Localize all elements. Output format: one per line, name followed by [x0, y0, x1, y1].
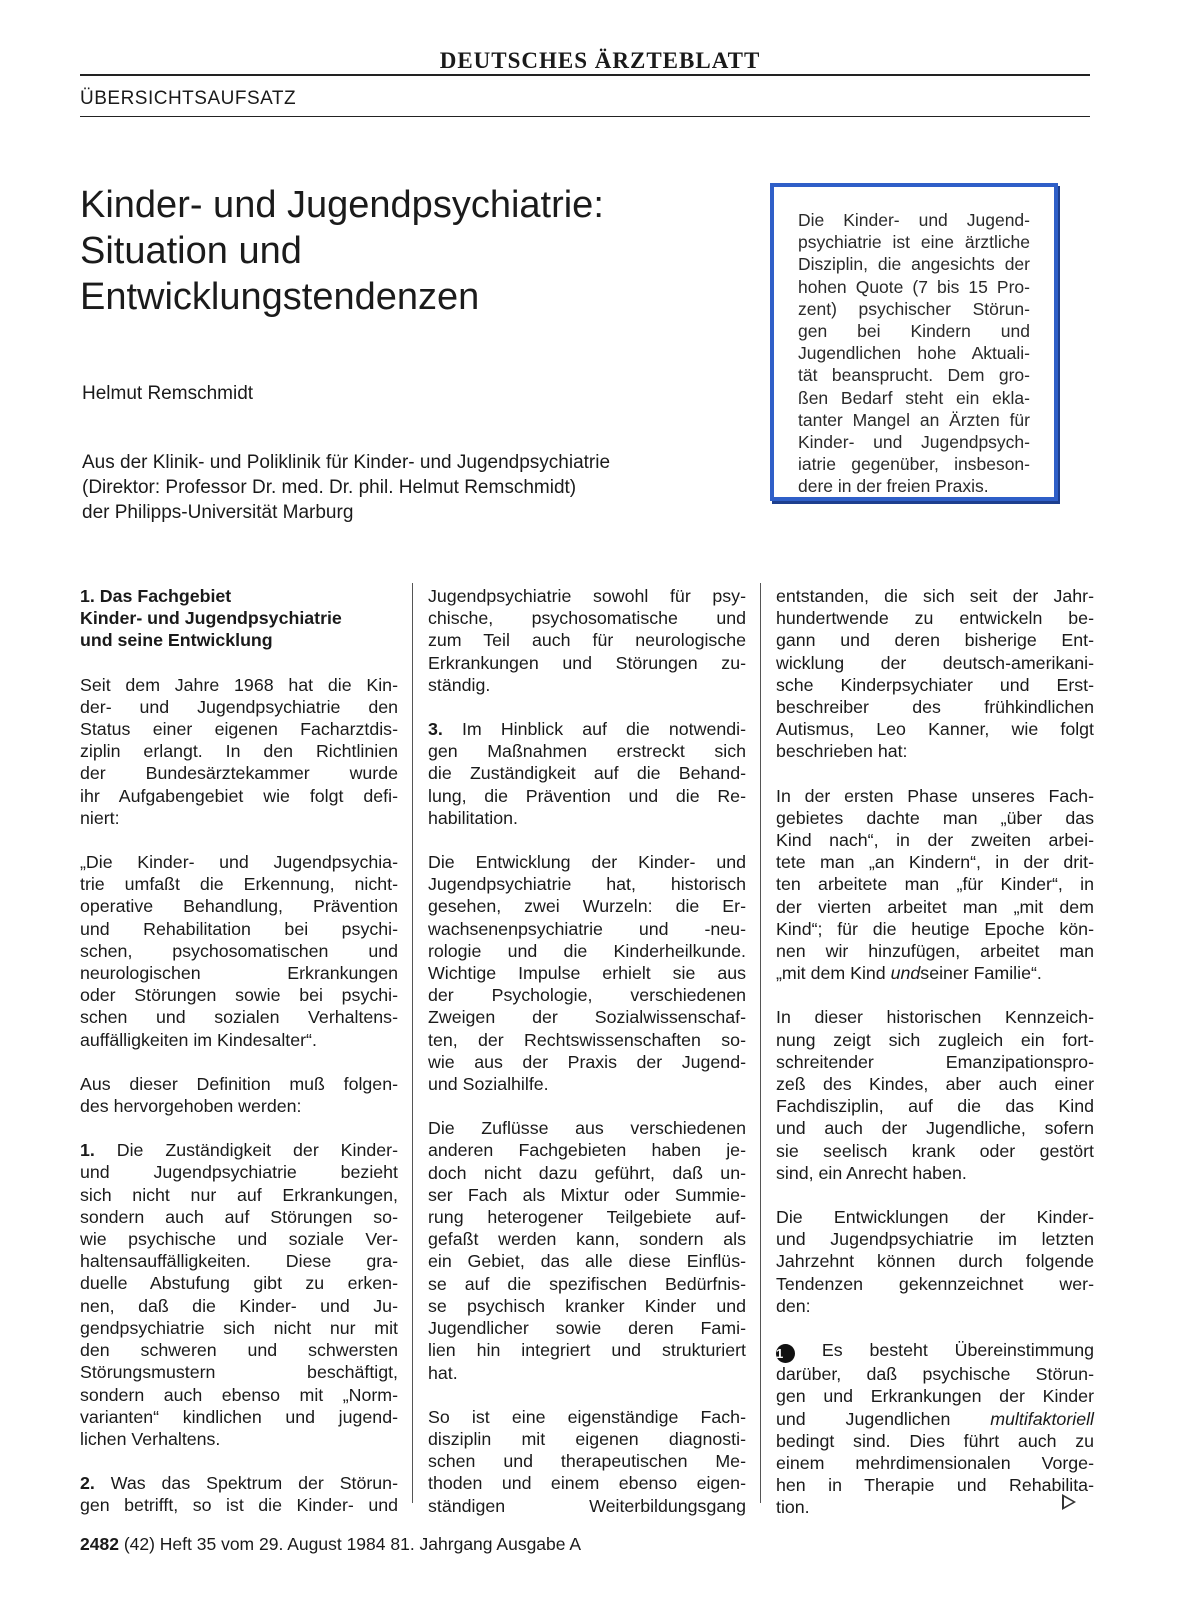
text-line: und auch der Jugendliche, sofern	[776, 1118, 1094, 1139]
text-line: der Psychologie, verschiedenen	[428, 985, 746, 1006]
text-fragment: „mit dem Kind	[776, 963, 891, 984]
text-line: und Jugendpsychiatrie im letzten	[776, 1229, 1094, 1250]
body-column-3	[776, 585, 1094, 1541]
text-line: gefaßt werden kann, sondern als	[428, 1229, 746, 1250]
heading-line: und seine Entwicklung	[80, 630, 273, 651]
text-line	[776, 1408, 1094, 1430]
text-line: und Jugendpsychiatrie bezieht	[80, 1162, 398, 1183]
abstract-line: Die Kinder- und Jugend-	[798, 210, 1030, 230]
emphasis: und	[890, 963, 921, 984]
affiliation	[82, 450, 742, 525]
text-line: oder Störungen sowie bei psychi-	[80, 985, 398, 1006]
text-line: Aus dieser Definition muß folgen-	[80, 1073, 398, 1094]
text-line: schen und therapeutischen Me-	[428, 1451, 746, 1472]
text-line: gebietes dachte man „über das	[776, 807, 1094, 828]
text-line: wicklung der deutsch-amerikani-	[776, 652, 1094, 673]
text-line: gann und deren bisherige Ent-	[776, 630, 1094, 651]
text-line: Fachdisziplin, auf die das Kind	[776, 1096, 1094, 1117]
heading-line: Kinder- und Jugendpsychiatrie	[80, 608, 342, 629]
title-line: Entwicklungstendenzen	[80, 276, 480, 318]
text-line: ein Gebiet, das alle diese Einflüs-	[428, 1251, 746, 1272]
paragraph	[428, 851, 746, 1095]
abstract-line: Kinder- und Jugendpsych-	[798, 432, 1030, 453]
text-line: gen und Erkrankungen der Kinder	[776, 1386, 1094, 1407]
text-line: Seit dem Jahre 1968 hat die Kin-	[80, 674, 398, 695]
paragraph	[776, 785, 1094, 985]
section-label: ÜBERSICHTSAUFSATZ	[80, 88, 297, 109]
numbered-bullet-icon: 1	[776, 1344, 795, 1363]
text-line: wie aus der Praxis der Jugend-	[428, 1051, 746, 1072]
continue-arrow-icon	[1062, 1494, 1076, 1510]
tendency-point	[776, 1339, 1094, 1518]
text-line	[80, 1139, 398, 1161]
article-title	[80, 182, 720, 320]
text-line: ten, der Rechtswissenschaften so-	[428, 1029, 746, 1050]
text-line: sich nicht nur auf Erkrankungen,	[80, 1184, 398, 1205]
text-line: hen in Therapie und Rehabilita-	[776, 1475, 1094, 1496]
text-line: schreitender Emanzipationspro-	[776, 1051, 1094, 1072]
text-line: sondern auch auf Störungen so-	[80, 1206, 398, 1227]
abstract-line: Disziplin, die angesichts der	[798, 254, 1030, 275]
text-line: habilitation.	[428, 807, 518, 828]
text-line: „Die Kinder- und Jugendpsychia-	[80, 852, 398, 873]
text-line	[776, 962, 1094, 984]
text-line: rologie und die Kinderheilkunde.	[428, 940, 746, 961]
text-line: se psychisch kranker Kinder und	[428, 1295, 746, 1316]
paragraph	[80, 674, 398, 829]
section-heading	[80, 585, 398, 652]
text-fragment: und Jugendlichen	[776, 1408, 991, 1429]
title-line: Kinder- und Jugendpsychiatrie:	[80, 184, 604, 226]
text-line: ständigen Weiterbildungsgang	[428, 1495, 746, 1516]
abstract-line: hohen Quote (7 bis 15 Pro-	[798, 276, 1030, 297]
text-line: Zweigen der Sozialwissenschaf-	[428, 1007, 746, 1028]
text-line: ziplin erlangt. In den Richtlinien	[80, 741, 398, 762]
text-line: Autismus, Leo Kanner, wie folgt	[776, 719, 1094, 740]
text-line: doch nicht dazu geführt, daß un-	[428, 1162, 746, 1183]
quotation	[80, 851, 398, 1051]
text-line: Jugendlicher sowie deren Fami-	[428, 1318, 746, 1339]
text-line: wie psychische und soziale Ver-	[80, 1229, 398, 1250]
text-fragment: Die Zuständigkeit der Kinder-	[94, 1140, 398, 1161]
affiliation-line: Aus der Klinik- und Poliklinik für Kinder- und Jugendpsychiatrie	[82, 452, 611, 473]
text-line: sche Kinderpsychiater und Erst-	[776, 674, 1094, 695]
text-line	[776, 1339, 1094, 1363]
text-line: Jahrzehnt können durch folgende	[776, 1251, 1094, 1272]
text-line: darüber, daß psychische Störun-	[776, 1364, 1094, 1385]
point-number: 2.	[80, 1473, 95, 1494]
abstract-line: iatrie gegenüber, insbeson-	[798, 454, 1030, 475]
numbered-point	[80, 1139, 398, 1450]
text-line: hundertwende zu entwickeln be-	[776, 608, 1094, 629]
paragraph	[428, 1117, 746, 1383]
text-line: gendpsychiatrie sich nicht nur mit	[80, 1317, 398, 1338]
text-line: lung, die Prävention und die Re-	[428, 785, 746, 806]
text-line: duelle Abstufung gibt zu erken-	[80, 1273, 398, 1294]
text-line: des hervorgehoben werden:	[80, 1096, 302, 1117]
text-line: thoden und einem ebenso eigen-	[428, 1473, 746, 1494]
text-line: So ist eine eigenständige Fach-	[428, 1406, 746, 1427]
text-line: ständig.	[428, 674, 491, 695]
text-line: schen und sozialen Verhaltens-	[80, 1007, 398, 1028]
text-line: sind, ein Anrecht haben.	[776, 1162, 967, 1183]
text-line	[428, 718, 746, 740]
text-line: einem mehrdimensionalen Vorge-	[776, 1452, 1094, 1473]
text-line: haltensauffälligkeiten. Diese gra-	[80, 1251, 398, 1272]
column-divider	[412, 583, 413, 1503]
text-line: rung heterogener Teilgebiete auf-	[428, 1207, 746, 1228]
text-line: zeß des Kindes, aber auch einer	[776, 1074, 1094, 1095]
numbered-point	[428, 718, 746, 829]
text-line: neurologischen Erkrankungen	[80, 963, 398, 984]
text-line: trie umfaßt die Erkennung, nicht-	[80, 874, 398, 895]
body-column-1	[80, 585, 398, 1539]
text-line: nung zeigt sich zugleich ein fort-	[776, 1029, 1094, 1050]
title-line: Situation und	[80, 230, 302, 272]
text-line: beschrieben hat:	[776, 741, 908, 762]
text-line: sondern auch ebenso mit „Norm-	[80, 1384, 398, 1405]
text-fragment: Im Hinblick auf die notwendi-	[442, 719, 746, 740]
text-line: ten arbeitete man „für Kinder“, in	[776, 874, 1094, 895]
heading-line: 1. Das Fachgebiet	[80, 586, 232, 606]
paragraph	[776, 585, 1094, 763]
text-line: Tendenzen gekennzeichnet wer-	[776, 1273, 1094, 1294]
text-line: zum Teil auch für neurologische	[428, 630, 746, 651]
text-line: nen, daß die Kinder- und Ju-	[80, 1295, 398, 1316]
abstract-line: psychiatrie ist eine ärztliche	[798, 232, 1030, 253]
text-line: hat.	[428, 1362, 458, 1383]
abstract-line: zent) psychischer Störun-	[798, 298, 1030, 319]
text-line: Kind“; für die heutige Epoche kön-	[776, 918, 1094, 939]
text-line: lien hin integriert und strukturiert	[428, 1340, 746, 1361]
text-line: operative Behandlung, Prävention	[80, 896, 398, 917]
text-fragment: seiner Familie“.	[920, 963, 1042, 984]
point-number: 1.	[80, 1140, 95, 1161]
affiliation-line: der Philipps-Universität Marburg	[82, 502, 354, 523]
text-fragment: Es besteht Übereinstimmung	[795, 1340, 1094, 1361]
text-line	[80, 1472, 398, 1494]
text-line: Jugendpsychiatrie hat, historisch	[428, 874, 746, 895]
text-line: den:	[776, 1295, 811, 1316]
affiliation-line: (Direktor: Professor Dr. med. Dr. phil. Helmut Remschmidt)	[82, 477, 577, 498]
text-line: Wichtige Impulse erhielt sie aus	[428, 963, 746, 984]
text-line: Störungsmustern beschäftigt,	[80, 1362, 398, 1383]
text-line: chische, psychosomatische und	[428, 608, 746, 629]
text-line: und Rehabilitation bei psychi-	[80, 918, 398, 939]
page-footer	[80, 1534, 581, 1555]
text-line: Die Entwicklung der Kinder- und	[428, 852, 746, 873]
abstract-line: tät beansprucht. Dem gro-	[798, 365, 1030, 386]
abstract-line: tanter Mangel an Ärzten für	[798, 409, 1030, 430]
text-line: nen wir hinzufügen, arbeitet man	[776, 941, 1094, 962]
text-line: gen betrifft, so ist die Kinder- und	[80, 1495, 398, 1516]
text-line: In der ersten Phase unseres Fach-	[776, 785, 1094, 806]
text-fragment: Was das Spektrum der Störun-	[94, 1473, 398, 1494]
text-line: disziplin mit eigenen diagnosti-	[428, 1428, 746, 1449]
text-line: gesehen, zwei Wurzeln: die Er-	[428, 896, 746, 917]
text-line: anderen Fachgebieten haben je-	[428, 1140, 746, 1161]
text-line: tion.	[776, 1497, 810, 1518]
numbered-point	[80, 1472, 398, 1516]
abstract-line: ßen Bedarf steht ein ekla-	[798, 387, 1030, 408]
text-line: tete man „an Kindern“, in der drit-	[776, 852, 1094, 873]
journal-masthead: DEUTSCHES ÄRZTEBLATT	[439, 48, 761, 73]
issue-info: (42) Heft 35 vom 29. August 1984 81. Jahrgang Ausgabe A	[123, 1534, 582, 1554]
text-line: sie seelisch krank oder gestört	[776, 1140, 1094, 1161]
text-line: lichen Verhaltens.	[80, 1428, 221, 1449]
text-line: schen, psychosomatischen und	[80, 940, 398, 961]
page-number: 2482	[80, 1534, 119, 1554]
section-rule	[80, 116, 1090, 117]
text-line: ihr Aufgabengebiet wie folgt defi-	[80, 785, 398, 806]
text-line: ser Fach als Mixtur oder Summie-	[428, 1184, 746, 1205]
abstract-line: gen bei Kindern und	[798, 321, 1030, 342]
column-divider	[760, 583, 761, 1503]
abstract-box	[770, 183, 1058, 501]
text-line: beschreiber des frühkindlichen	[776, 697, 1094, 718]
text-line: auffälligkeiten im Kindesalter“.	[80, 1029, 317, 1050]
text-line: niert:	[80, 807, 120, 828]
text-line: se auf die spezifischen Bedürfnis-	[428, 1273, 746, 1294]
text-line: bedingt sind. Dies führt auch zu	[776, 1430, 1094, 1451]
paragraph	[776, 1206, 1094, 1317]
text-line: gen Maßnahmen erstreckt sich	[428, 741, 746, 762]
paragraph	[428, 585, 746, 696]
point-number: 3.	[428, 719, 443, 740]
text-line: Die Zuflüsse aus verschiedenen	[428, 1118, 746, 1139]
text-line: der vierten arbeitet man „mit dem	[776, 896, 1094, 917]
text-line: wachsenenpsychiatrie und -neu-	[428, 918, 746, 939]
text-line: Jugendpsychiatrie sowohl für psy-	[428, 586, 746, 606]
abstract-line: dere in der freien Praxis.	[798, 476, 989, 497]
text-line: und Sozialhilfe.	[428, 1074, 549, 1095]
text-line: entstanden, die sich seit der Jahr-	[776, 586, 1094, 606]
text-line: die Zuständigkeit auf die Behand-	[428, 763, 746, 784]
text-line: Die Entwicklungen der Kinder-	[776, 1207, 1094, 1228]
text-line: den schweren und schwersten	[80, 1340, 398, 1361]
paragraph	[428, 1406, 746, 1517]
text-line: Erkrankungen und Störungen zu-	[428, 652, 746, 673]
author-name: Helmut Remschmidt	[82, 383, 254, 404]
paragraph	[776, 1006, 1094, 1184]
abstract-line: Jugendlichen hohe Aktuali-	[798, 343, 1030, 364]
text-line: In dieser historischen Kennzeich-	[776, 1007, 1094, 1028]
paragraph	[80, 1073, 398, 1117]
text-line: Status einer eigenen Facharztdis-	[80, 719, 398, 740]
text-line: der Bundesärztekammer wurde	[80, 763, 398, 784]
text-line: der- und Jugendpsychiatrie den	[80, 696, 398, 717]
text-line: varianten“ kindlichen und jugend-	[80, 1406, 398, 1427]
masthead-rule	[80, 74, 1090, 76]
text-line: Kind nach“, in der zweiten arbei-	[776, 830, 1094, 851]
body-column-2	[428, 585, 746, 1539]
emphasis: multifaktoriell	[990, 1408, 1094, 1429]
